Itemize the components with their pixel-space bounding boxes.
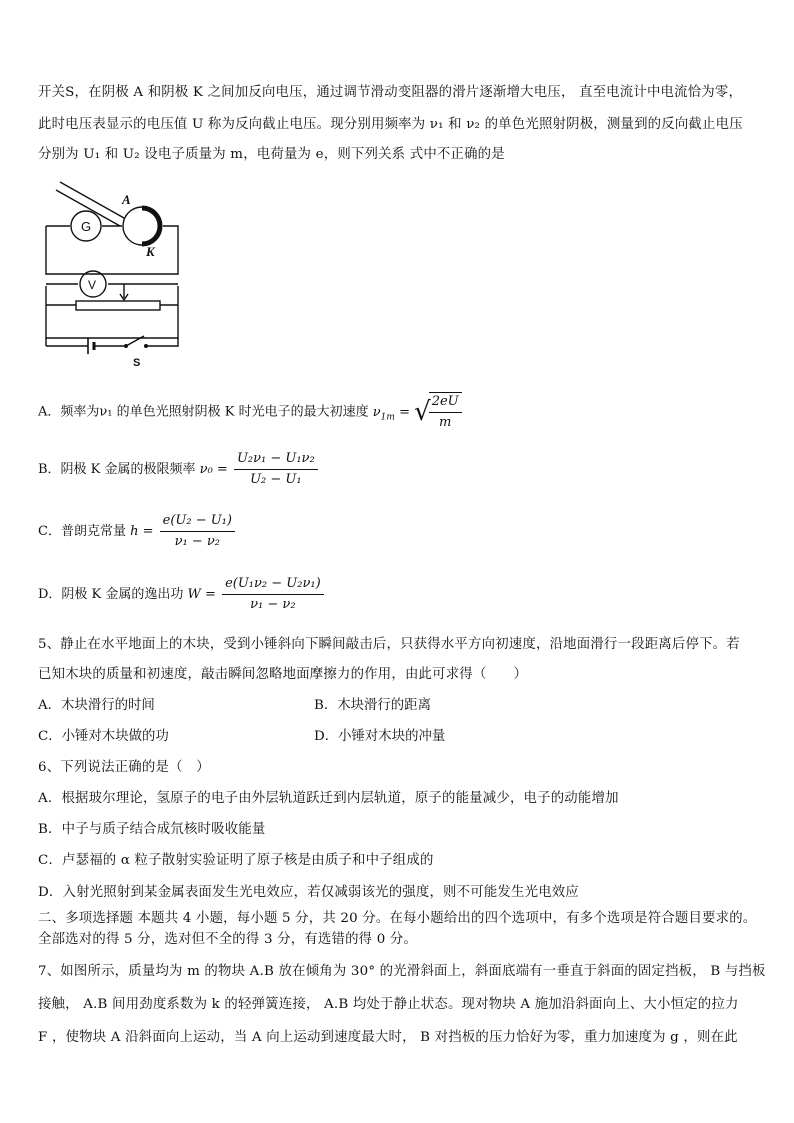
galvanometer-label: G [81, 219, 92, 234]
q4-option-d-lhs: W = [187, 587, 216, 602]
q6-option-d: D．入射光照射到某金属表面发生光电效应，若仅减弱该光的强度，则不可能发生光电效应 [38, 885, 579, 900]
switch-contact [144, 344, 148, 348]
q6-stem: 6、下列说法正确的是（ ） [38, 760, 210, 775]
q5-option-c: C．小锤对木块做的功 [38, 729, 169, 744]
q4-option-b-lhs: ν₀ = [199, 462, 228, 477]
q7-stem-line-2: 接触， A.B 间用劲度系数为 k 的轻弹簧连接， A.B 均处于静止状态。现对物块 A 施加沿斜面向上、大小恒定的拉力 [38, 997, 739, 1012]
q4-option-a [38, 392, 464, 432]
q4-option-a-text: A．频率为ν₁ 的单色光照射阴极 K 时光电子的最大初速度 [38, 404, 369, 420]
q5-stem-line-2: 已知木块的质量和初速度，敲击瞬间忽略地面摩擦力的作用，由此可求得（ ） [38, 667, 528, 682]
q4-option-d-text: D．阴极 K 金属的逸出功 [38, 587, 184, 602]
q4-option-a-sqrt: √ $\frac{2eU}{m}$ [414, 392, 464, 432]
q4-option-c-fraction: $\frac{\text{e(U₂ − U₁)}}{\text{ν₁ − ν₂}}$ [160, 512, 235, 551]
cathode-plate [142, 208, 160, 244]
switch-pivot [124, 344, 128, 348]
q4-option-b-text: B．阴极 K 金属的极限频率 [38, 462, 196, 477]
q5-option-a: A．木块滑行的时间 [38, 698, 155, 713]
q4-option-c-lhs: h = [130, 524, 154, 539]
q5-stem-line-1: 5、静止在水平地面上的木块，受到小锤斜向下瞬间敲击后，只获得水平方向初速度，沿地面滑行一段距离后停下。若 [38, 637, 740, 652]
q5-option-b: B．木块滑行的距离 [314, 698, 431, 713]
switch-wire-right [146, 338, 178, 346]
circuit-wire-lower-loop [46, 286, 178, 338]
intro-line-1: 开关S，在阴极 A 和阴极 K 之间加反向电压，通过调节滑动变阻器的滑片逐渐增大电压， 直至电流计中电流恰为零， [38, 85, 743, 100]
section2-heading-line-2: 全部选对的得 5 分，选对但不全的得 3 分，有选错的得 0 分。 [38, 932, 418, 947]
q6-option-a: A．根据玻尔理论，氢原子的电子由外层轨道跃迁到内层轨道，原子的能量减少，电子的动能增加 [38, 791, 619, 806]
section2-heading-line-1: 二、多项选择题 本题共 4 小题，每小题 5 分，共 20 分。在每小题给出的四个选项中，有多个选项是符合题目要求的。 [38, 911, 757, 926]
cathode-label: K [146, 244, 155, 259]
q6-option-c: C．卢瑟福的 α 粒子散射实验证明了原子核是由质子和中子组成的 [38, 853, 434, 868]
q4-option-a-lhs: $\nu_{1m}$ = [372, 404, 410, 423]
q7-stem-line-1: 7、如图所示，质量均为 m 的物块 A.B 放在倾角为 30° 的光滑斜面上，斜面底端有一垂直于斜面的固定挡板， B 与挡板 [38, 964, 766, 979]
q7-stem-line-3: F ，使物块 A 沿斜面向上运动，当 A 向上运动到速度最大时， B 对挡板的压力恰好为零，重力加速度为 g ，则在此 [38, 1030, 738, 1045]
anode-label: A [122, 192, 131, 207]
q4-option-b [38, 450, 320, 489]
q4-option-c-text: C．普朗克常量 [38, 524, 126, 539]
switch-label: S [133, 357, 141, 369]
q6-option-b: B．中子与质子结合成氘核时吸收能量 [38, 822, 266, 837]
q4-option-b-fraction: $\frac{\text{U₂ν₁ − U₁ν₂}}{\text{U₂ − U₁}}$ [234, 450, 318, 489]
rheostat-rect [76, 301, 160, 310]
intro-line-2: 此时电压表显示的电压值 U 称为反向截止电压。现分别用频率为 ν₁ 和 ν₂ 的单色光照射阴极，测量到的反向截止电压 [38, 117, 743, 132]
intro-line-3: 分别为 U₁ 和 U₂ 设电子质量为 m，电荷量为 e，则下列关系 式中不正确的是 [38, 147, 505, 162]
photoelectric-circuit-diagram [38, 178, 188, 378]
q4-option-d [38, 575, 326, 614]
q5-option-d: D．小锤对木块的冲量 [314, 729, 446, 744]
q4-option-c [38, 512, 237, 551]
q4-option-d-fraction: $\frac{\text{e(U₁ν₂ − U₂ν₁)}}{\text{ν₁ − ν₂}}$ [222, 575, 324, 614]
voltmeter-label: V [88, 278, 97, 292]
